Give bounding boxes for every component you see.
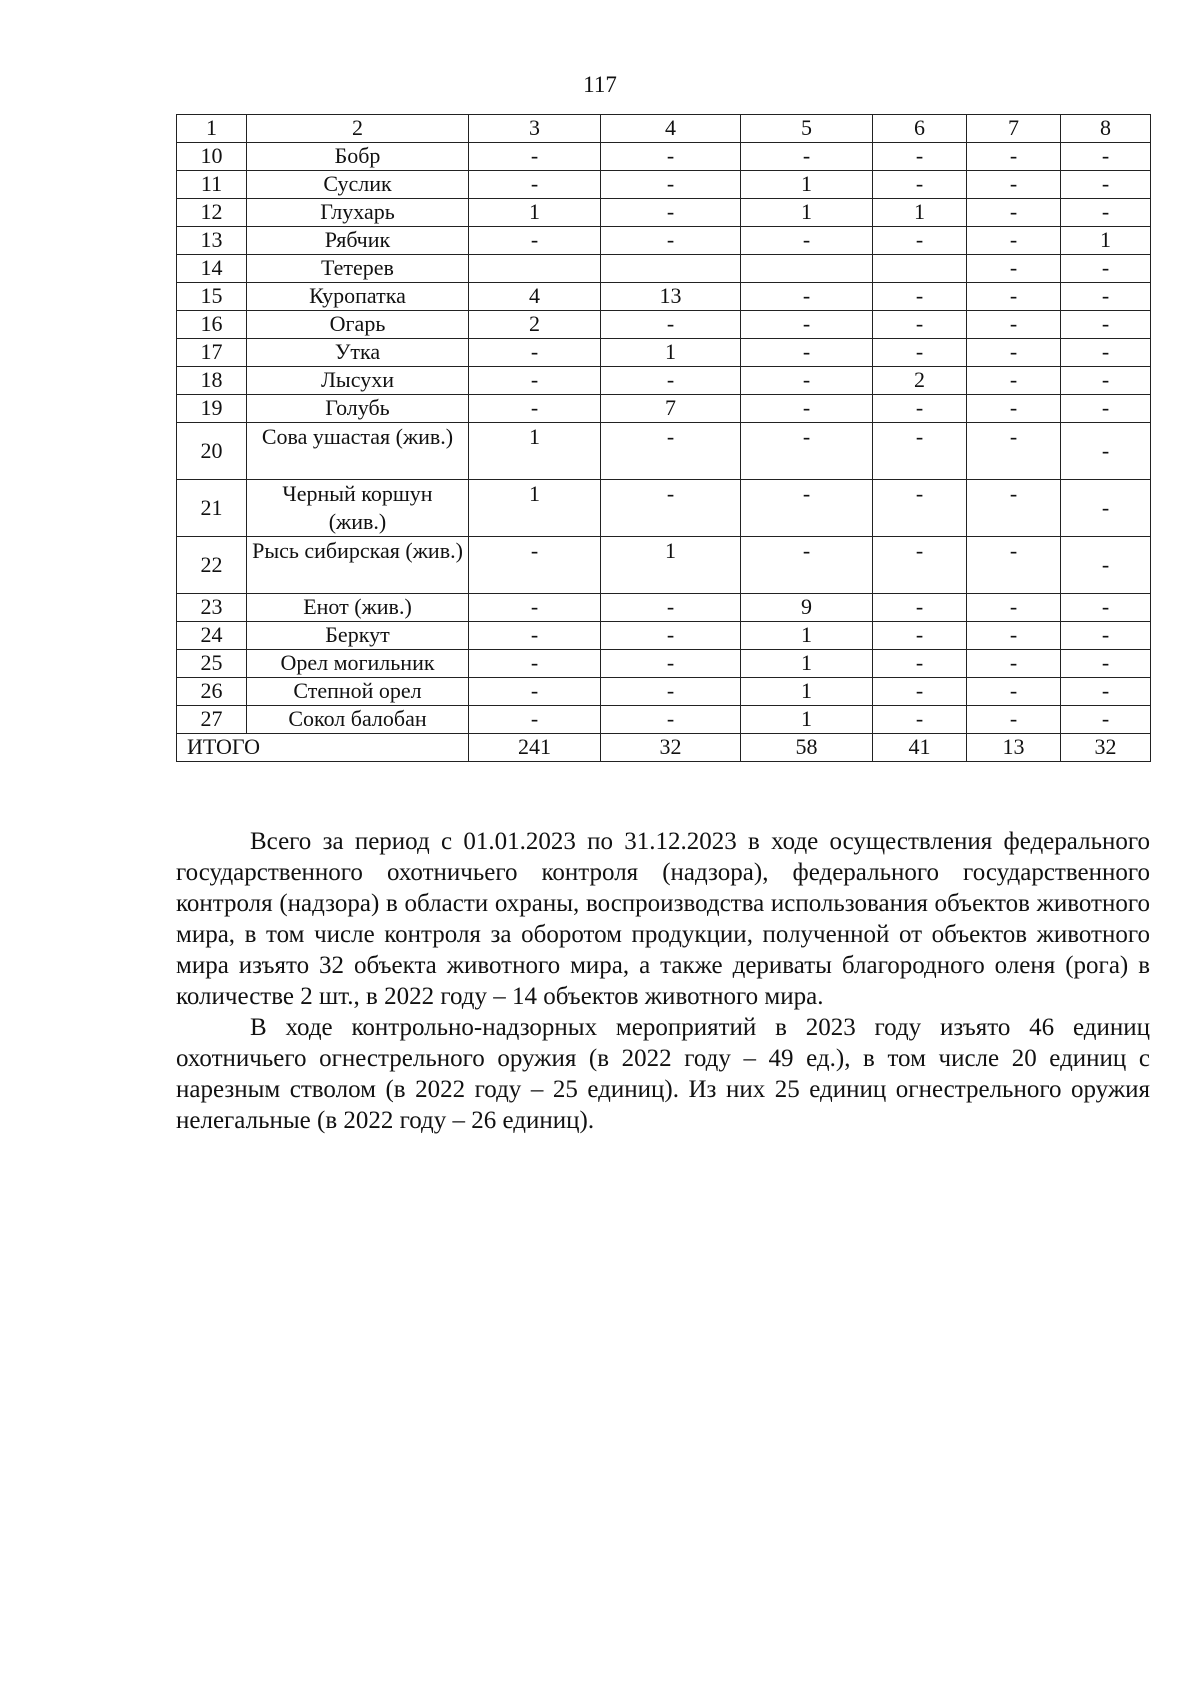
table-row [177,171,1151,199]
value-cell [469,255,601,283]
value-cell: - [741,395,873,423]
species-name-cell: Енот (жив.) [247,594,469,622]
total-value-cell: 58 [741,734,873,762]
table-row [177,706,1151,734]
header-cell: 4 [601,115,741,143]
total-value-cell: 13 [967,734,1061,762]
value-cell: - [873,537,967,594]
row-number-cell: 17 [177,339,247,367]
table-row [177,650,1151,678]
value-cell: - [1061,594,1151,622]
species-name-cell: Глухарь [247,199,469,227]
value-cell: - [1061,650,1151,678]
value-cell: - [469,227,601,255]
total-value-cell: 241 [469,734,601,762]
value-cell: 1 [601,339,741,367]
value-cell: - [469,678,601,706]
species-name-cell: Степной орел [247,678,469,706]
value-cell: - [873,339,967,367]
row-number-cell: 18 [177,367,247,395]
value-cell: - [469,594,601,622]
value-cell: - [741,367,873,395]
species-name-cell: Голубь [247,395,469,423]
value-cell: - [967,227,1061,255]
species-name-cell: Тетерев [247,255,469,283]
value-cell: - [601,143,741,171]
species-name-cell: Бобр [247,143,469,171]
value-cell: - [873,283,967,311]
value-cell: 1 [601,537,741,594]
species-name-cell: Сова ушастая (жив.) [247,423,469,480]
value-cell [741,255,873,283]
value-cell: - [469,143,601,171]
value-cell: - [601,678,741,706]
header-cell: 2 [247,115,469,143]
value-cell: - [1061,367,1151,395]
row-number-cell: 21 [177,480,247,537]
value-cell: - [469,706,601,734]
paragraph: Всего за период с 01.01.2023 по 31.12.2023 в ходе осуществления федерального государственного охотничьего контроля (надзора), федерального государственного контроля (надзора) в области охраны, воспроизводства использования объектов животного мира, в том числе контроля за оборотом продукции, полученной от объектов животного мира изъято 32 объекта животного мира, а также дериваты благородного оленя (рога) в количестве 2 шт., в 2022 году – 14 объектов животного мира. [176,828,1150,1010]
value-cell: - [967,650,1061,678]
value-cell: - [967,367,1061,395]
table-row [177,227,1151,255]
value-cell: 2 [873,367,967,395]
row-number-cell: 24 [177,622,247,650]
total-label-cell: ИТОГО [177,734,469,762]
value-cell: - [967,594,1061,622]
value-cell: - [967,171,1061,199]
value-cell: 1 [1061,227,1151,255]
total-row [177,734,1151,762]
wildlife-seizure-table [176,114,1151,762]
header-cell: 3 [469,115,601,143]
value-cell: - [601,311,741,339]
value-cell: - [1061,622,1151,650]
value-cell: - [1061,339,1151,367]
value-cell: - [873,171,967,199]
value-cell: - [873,227,967,255]
value-cell: - [873,480,967,537]
row-number-cell: 11 [177,171,247,199]
value-cell: 2 [469,311,601,339]
value-cell: - [967,706,1061,734]
header-cell: 7 [967,115,1061,143]
value-cell: - [967,311,1061,339]
value-cell: - [967,395,1061,423]
value-cell: 1 [469,199,601,227]
value-cell: - [1061,395,1151,423]
table-row [177,143,1151,171]
value-cell: - [873,143,967,171]
value-cell: - [741,537,873,594]
value-cell: - [601,199,741,227]
table-row [177,283,1151,311]
value-cell: - [967,423,1061,480]
value-cell: - [1061,678,1151,706]
value-cell: - [967,622,1061,650]
value-cell: - [873,706,967,734]
table-header-row [177,115,1151,143]
value-cell: - [469,622,601,650]
value-cell: - [601,423,741,480]
row-number-cell: 15 [177,283,247,311]
row-number-cell: 12 [177,199,247,227]
value-cell: - [1061,423,1151,480]
value-cell: 1 [741,622,873,650]
table-row [177,311,1151,339]
species-name-cell: Лысухи [247,367,469,395]
row-number-cell: 14 [177,255,247,283]
value-cell: - [967,255,1061,283]
table-row [177,339,1151,367]
species-name-cell: Орел могильник [247,650,469,678]
value-cell: - [741,423,873,480]
value-cell: - [741,480,873,537]
header-cell: 5 [741,115,873,143]
value-cell: - [741,311,873,339]
total-value-cell: 32 [601,734,741,762]
value-cell: 1 [741,171,873,199]
species-name-cell: Сокол балобан [247,706,469,734]
value-cell: - [967,339,1061,367]
value-cell: 1 [873,199,967,227]
table-row [177,594,1151,622]
value-cell: - [741,227,873,255]
total-value-cell: 41 [873,734,967,762]
value-cell: 1 [741,199,873,227]
row-number-cell: 26 [177,678,247,706]
value-cell: - [967,283,1061,311]
table-row [177,423,1151,480]
value-cell: - [967,537,1061,594]
row-number-cell: 20 [177,423,247,480]
value-cell: - [601,650,741,678]
species-name-cell: Беркут [247,622,469,650]
value-cell: - [741,143,873,171]
table-row [177,480,1151,537]
table-row [177,678,1151,706]
value-cell: - [741,283,873,311]
paragraph: В ходе контрольно-надзорных мероприятий в 2023 году изъято 46 единиц охотничьего огнестрельного оружия (в 2022 году – 49 ед.), в том числе 20 единиц с нарезным стволом (в 2022 году – 25 единиц). Из них 25 единиц огнестрельного оружия нелегальные (в 2022 году – 26 единиц). [176,1014,1150,1134]
value-cell: - [601,480,741,537]
value-cell: - [469,367,601,395]
value-cell: - [1061,283,1151,311]
value-cell: - [1061,171,1151,199]
header-cell: 1 [177,115,247,143]
value-cell: 1 [741,650,873,678]
header-cell: 6 [873,115,967,143]
value-cell: - [601,706,741,734]
row-number-cell: 13 [177,227,247,255]
value-cell: 4 [469,283,601,311]
value-cell: - [1061,255,1151,283]
value-cell: - [873,395,967,423]
page-number: 117 [583,72,617,97]
table-row [177,367,1151,395]
value-cell: - [601,227,741,255]
table-row [177,622,1151,650]
value-cell: - [967,678,1061,706]
value-cell: - [873,622,967,650]
species-name-cell: Рябчик [247,227,469,255]
total-value-cell: 32 [1061,734,1151,762]
table-row [177,537,1151,594]
value-cell: 1 [469,480,601,537]
value-cell: - [873,678,967,706]
value-cell: - [601,367,741,395]
row-number-cell: 22 [177,537,247,594]
value-cell: - [469,339,601,367]
value-cell: - [1061,537,1151,594]
species-name-cell: Черный коршун (жив.) [247,480,469,537]
value-cell: - [873,650,967,678]
value-cell: - [967,143,1061,171]
row-number-cell: 19 [177,395,247,423]
table-row [177,255,1151,283]
value-cell: - [1061,311,1151,339]
value-cell [601,255,741,283]
value-cell: 1 [469,423,601,480]
header-cell: 8 [1061,115,1151,143]
value-cell: - [873,423,967,480]
value-cell: 7 [601,395,741,423]
species-name-cell: Суслик [247,171,469,199]
row-number-cell: 10 [177,143,247,171]
value-cell: - [469,650,601,678]
value-cell: - [1061,199,1151,227]
value-cell: - [873,311,967,339]
table-row [177,395,1151,423]
value-cell: - [967,199,1061,227]
value-cell: - [1061,706,1151,734]
value-cell: - [1061,480,1151,537]
value-cell: - [601,622,741,650]
value-cell [873,255,967,283]
value-cell: - [601,171,741,199]
value-cell: - [469,537,601,594]
value-cell: 1 [741,706,873,734]
species-name-cell: Огарь [247,311,469,339]
value-cell: 13 [601,283,741,311]
value-cell: 1 [741,678,873,706]
value-cell: - [1061,143,1151,171]
value-cell: - [469,395,601,423]
species-name-cell: Рысь сибирская (жив.) [247,537,469,594]
row-number-cell: 27 [177,706,247,734]
table-row [177,199,1151,227]
value-cell: - [967,480,1061,537]
species-name-cell: Утка [247,339,469,367]
value-cell: - [469,171,601,199]
value-cell: - [741,339,873,367]
row-number-cell: 25 [177,650,247,678]
body-text [176,826,1150,1136]
row-number-cell: 23 [177,594,247,622]
row-number-cell: 16 [177,311,247,339]
value-cell: - [601,594,741,622]
value-cell: - [873,594,967,622]
value-cell: 9 [741,594,873,622]
species-name-cell: Куропатка [247,283,469,311]
